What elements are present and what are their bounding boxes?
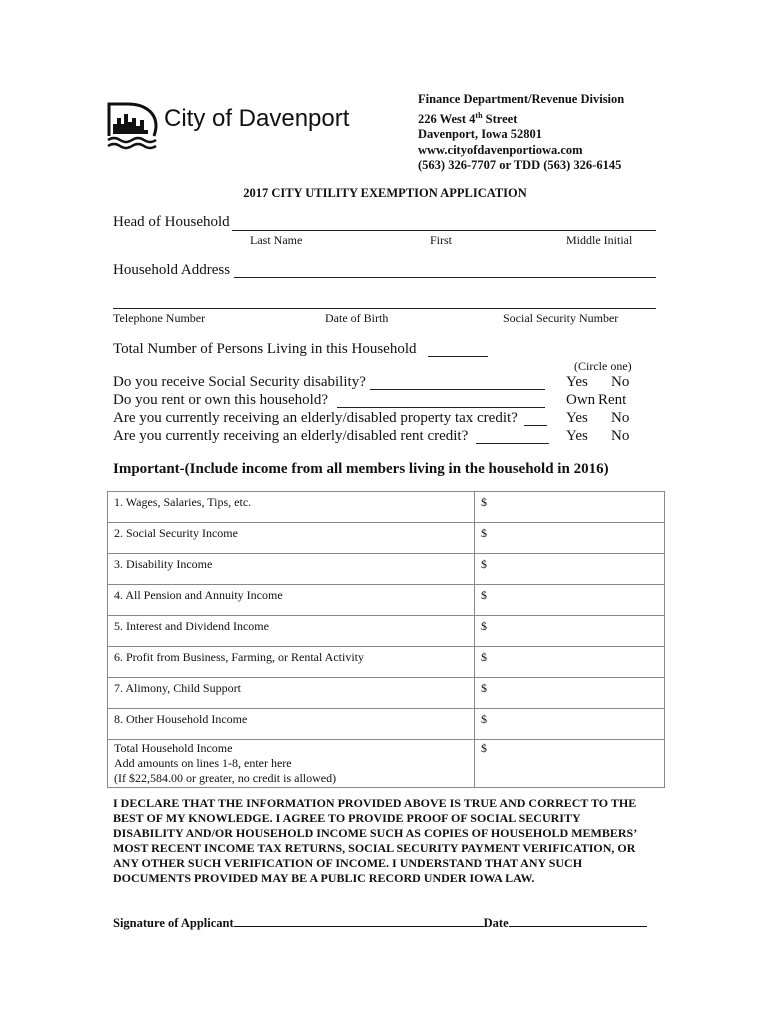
ssn-label: Social Security Number [503, 311, 619, 325]
income-label: 1. Wages, Salaries, Tips, etc. [108, 492, 475, 523]
income-label: 8. Other Household Income [108, 709, 475, 740]
website: www.cityofdavenportiowa.com [418, 142, 583, 157]
city-logo [106, 100, 350, 152]
income-label: 3. Disability Income [108, 554, 475, 585]
option-yes[interactable]: Yes [566, 410, 588, 426]
table-row [108, 585, 665, 616]
income-amount-field[interactable]: $ [475, 585, 665, 616]
signature-label: Signature of Applicant [113, 916, 234, 930]
total-row [108, 740, 665, 788]
persons-label: Total Number of Persons Living in this Household [113, 341, 417, 357]
question-property-tax-credit: Are you currently receiving an elderly/disabled property tax credit? [113, 410, 518, 426]
income-label: 6. Profit from Business, Farming, or Rental Activity [108, 647, 475, 678]
persons-field[interactable] [428, 356, 488, 357]
city-state-zip: Davenport, Iowa 52801 [418, 127, 542, 142]
income-amount-field[interactable]: $ [475, 616, 665, 647]
table-row [108, 647, 665, 678]
table-row [108, 492, 665, 523]
question-rent-credit: Are you currently receiving an elderly/disabled rent credit? [113, 428, 469, 444]
table-row [108, 554, 665, 585]
answer-ss-disability[interactable] [370, 389, 545, 390]
head-of-household-field[interactable] [232, 230, 656, 231]
date-of-birth-label: Date of Birth [325, 311, 389, 325]
income-label: 2. Social Security Income [108, 523, 475, 554]
signature-field[interactable] [234, 915, 484, 927]
department-name: Finance Department/Revenue Division [418, 92, 625, 106]
date-field[interactable] [509, 915, 647, 927]
income-amount-field[interactable]: $ [475, 523, 665, 554]
street-address: 226 West 4th Street [418, 110, 518, 126]
income-label: 7. Alimony, Child Support [108, 678, 475, 709]
option-no[interactable]: No [611, 374, 630, 390]
income-amount-field[interactable]: $ [475, 647, 665, 678]
first-name-label: First [430, 233, 453, 247]
circle-one-note: (Circle one) [574, 359, 632, 373]
department-address [418, 92, 624, 174]
income-amount-field[interactable]: $ [475, 554, 665, 585]
city-skyline-icon [106, 100, 160, 152]
income-label: 5. Interest and Dividend Income [108, 616, 475, 647]
question-rent-own: Do you rent or own this household? [113, 392, 328, 408]
form-title: 2017 CITY UTILITY EXEMPTION APPLICATION [243, 186, 527, 200]
important-note: Important-(Include income from all members living in the household in 2016) [113, 461, 609, 477]
answer-rent-own[interactable] [337, 407, 545, 408]
income-amount-field[interactable]: $ [475, 492, 665, 523]
table-row [108, 616, 665, 647]
city-name: City of Davenport [164, 105, 350, 132]
signature-row [113, 915, 647, 931]
answer-property-tax-credit[interactable] [524, 425, 547, 426]
income-label: 4. All Pension and Annuity Income [108, 585, 475, 616]
middle-initial-label: Middle Initial [566, 233, 633, 247]
telephone-label: Telephone Number [113, 311, 206, 325]
household-address-label: Household Address [113, 262, 231, 278]
option-own[interactable]: Own [566, 392, 596, 408]
table-row [108, 709, 665, 740]
option-rent[interactable]: Rent [598, 392, 627, 408]
contact-info-field[interactable] [113, 308, 656, 309]
total-amount-field[interactable]: $ [475, 740, 665, 788]
head-of-household-label: Head of Household [113, 214, 230, 230]
option-yes[interactable]: Yes [566, 428, 588, 444]
declaration-text: I DECLARE THAT THE INFORMATION PROVIDED ABOVE IS TRUE AND CORRECT TO THE BEST OF MY KNOWLEDGE. I AGREE TO PROVIDE PROOF OF SOCIAL SECURITY DISABILITY AND/OR HOUSEHOLD INCOME SUCH AS COPIES OF HOUSEHOLD MEMBERS’ MOST RECENT INCOME TAX RETURNS, SOCIAL SECURITY PAYMENT VERIFICATION, OR ANY OTHER SUCH VERIFICATION OF INCOME. I UNDERSTAND THAT ANY SUCH DOCUMENTS PROVIDED MAY BE A PUBLIC RECORD UNDER IOWA LAW. [113, 796, 637, 885]
option-yes[interactable]: Yes [566, 374, 588, 390]
income-amount-field[interactable]: $ [475, 709, 665, 740]
table-row [108, 523, 665, 554]
question-ss-disability: Do you receive Social Security disability? [113, 374, 366, 390]
income-table [107, 491, 665, 788]
answer-rent-credit[interactable] [476, 443, 549, 444]
table-row [108, 678, 665, 709]
income-amount-field[interactable]: $ [475, 678, 665, 709]
phone-numbers: (563) 326-7707 or TDD (563) 326-6145 [418, 158, 622, 173]
last-name-label: Last Name [250, 233, 303, 247]
date-label: Date [483, 916, 509, 930]
option-no[interactable]: No [611, 428, 630, 444]
total-label: Total Household Income Add amounts on lines 1-8, enter here (If $22,584.00 or greater, no credit is allowed) [108, 740, 475, 788]
option-no[interactable]: No [611, 410, 630, 426]
household-address-field[interactable] [234, 277, 656, 278]
